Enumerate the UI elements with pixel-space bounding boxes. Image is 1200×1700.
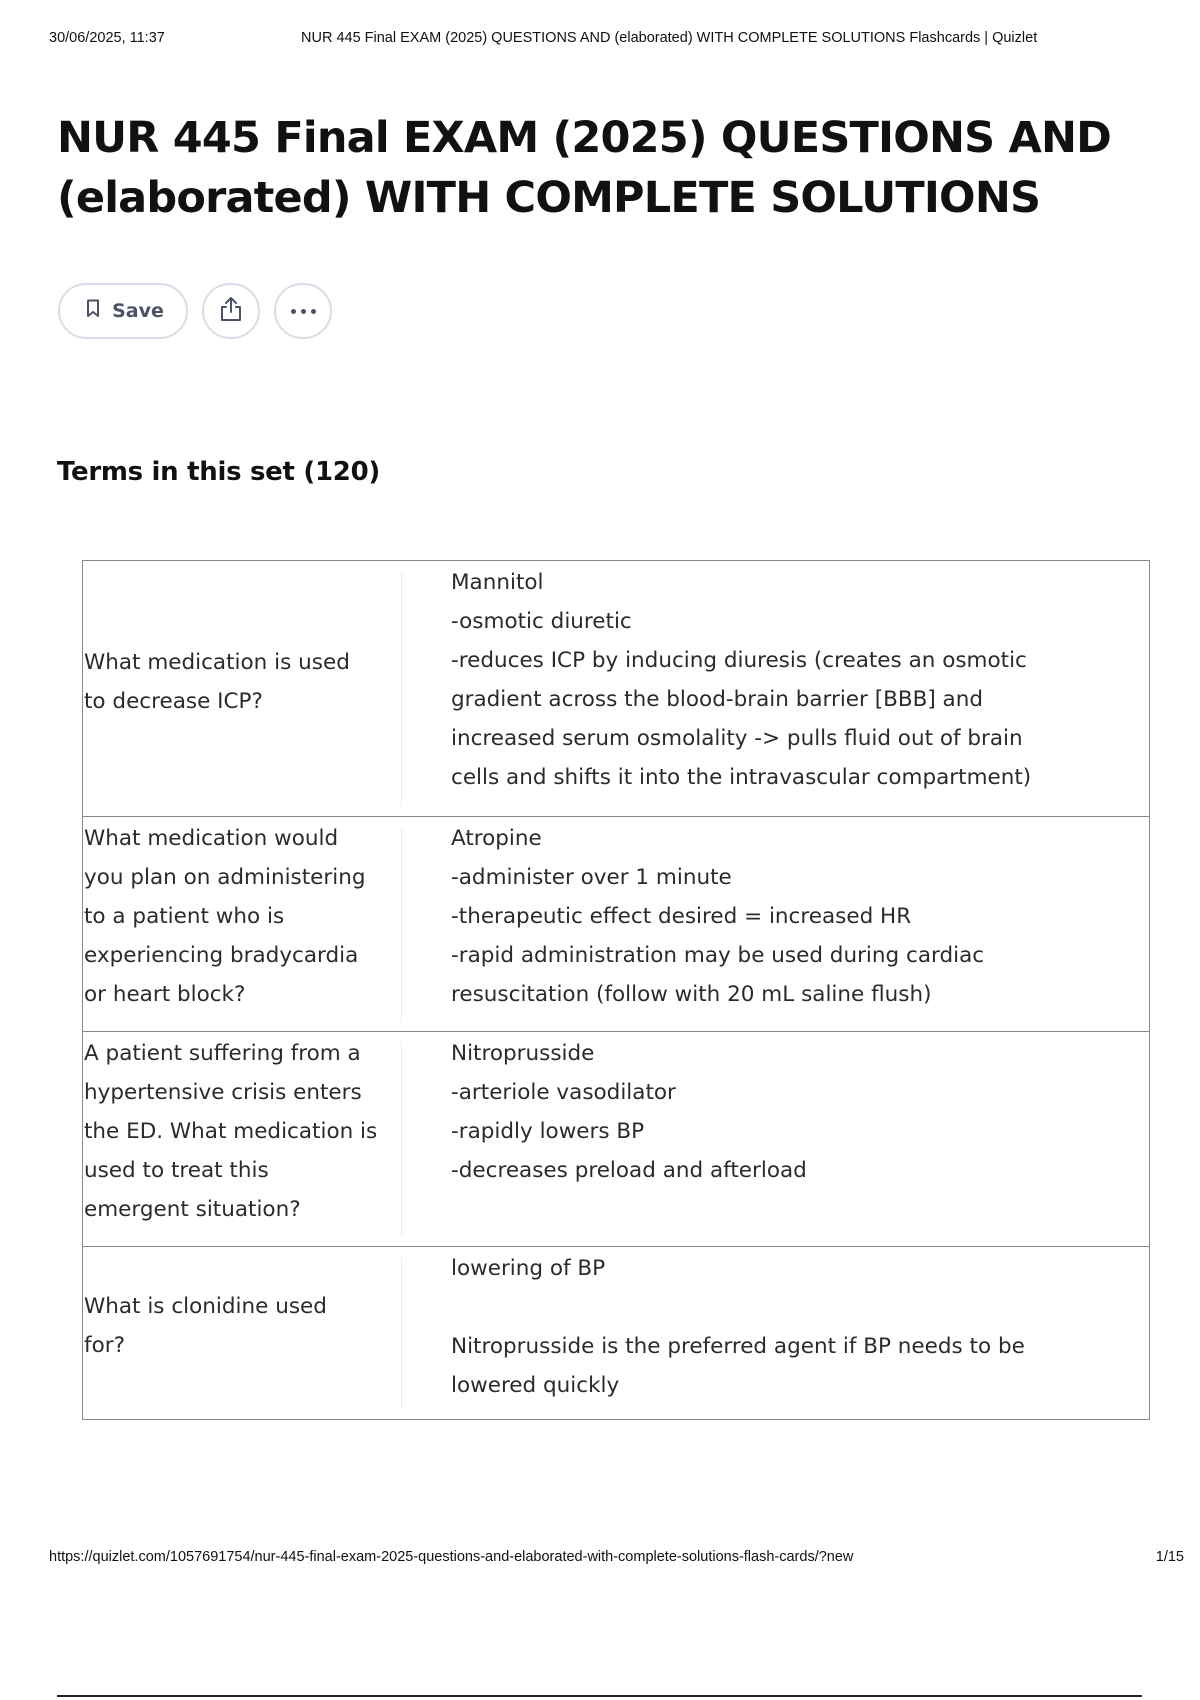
card-definition <box>451 563 1091 797</box>
definition-line: increased serum osmolality -> pulls fluid out of brain <box>451 726 1023 751</box>
card-definition <box>451 1034 1091 1190</box>
print-page-title: NUR 445 Final EXAM (2025) QUESTIONS AND (elaborated) WITH COMPLETE SOLUTIONS Flashcards | Quizlet <box>301 30 1038 46</box>
definition-line: -reduces ICP by inducing diuresis (creates an osmotic <box>451 648 1027 673</box>
term-line: What medication would <box>84 826 339 851</box>
term-card <box>83 1246 1149 1419</box>
set-title <box>57 108 1147 228</box>
term-card <box>83 561 1149 816</box>
term-line: the ED. What medication is <box>84 1119 378 1144</box>
set-title-line-2: (elaborated) WITH COMPLETE SOLUTIONS <box>57 173 1041 223</box>
save-button[interactable] <box>58 283 188 339</box>
term-line: What is clonidine used <box>84 1294 327 1319</box>
card-divider <box>401 571 402 806</box>
term-line: or heart block? <box>84 982 246 1007</box>
terms-table <box>82 560 1150 1420</box>
print-url: https://quizlet.com/1057691754/nur-445-final-exam-2025-questions-and-elaborated-with-complete-solutions-flash-cards/?new <box>49 1549 854 1565</box>
definition-line: gradient across the blood-brain barrier [BBB] and <box>451 687 984 712</box>
bookmark-icon <box>86 299 100 323</box>
term-line: experiencing bradycardia <box>84 943 359 968</box>
term-card <box>83 1031 1149 1246</box>
definition-line: -decreases preload and afterload <box>451 1158 807 1183</box>
term-line: A patient suffering from a <box>84 1041 361 1066</box>
card-divider <box>401 1257 402 1410</box>
print-page-number: 1/15 <box>1155 1549 1184 1565</box>
definition-line: cells and shifts it into the intravascular compartment) <box>451 765 1032 790</box>
save-button-label: Save <box>112 300 164 322</box>
card-term <box>84 643 384 721</box>
set-title-line-1: NUR 445 Final EXAM (2025) QUESTIONS AND <box>57 113 1112 163</box>
term-line: emergent situation? <box>84 1197 301 1222</box>
card-term <box>84 1287 384 1365</box>
definition-line: resuscitation (follow with 20 mL saline flush) <box>451 982 932 1007</box>
card-divider <box>401 1042 402 1237</box>
term-line: for? <box>84 1333 125 1358</box>
more-options-button[interactable] <box>274 283 332 339</box>
card-definition <box>451 819 1091 1014</box>
more-horizontal-icon <box>291 309 316 314</box>
definition-line: Nitroprusside is the preferred agent if BP needs to be <box>451 1334 1025 1359</box>
term-line: to a patient who is <box>84 904 285 929</box>
definition-line <box>451 1288 1091 1327</box>
definition-line: -osmotic diuretic <box>451 609 632 634</box>
share-icon <box>219 296 243 327</box>
print-datetime: 30/06/2025, 11:37 <box>49 30 165 46</box>
definition-line: Nitroprusside <box>451 1041 595 1066</box>
term-line: hypertensive crisis enters <box>84 1080 362 1105</box>
definition-line: -rapidly lowers BP <box>451 1119 645 1144</box>
term-line: you plan on administering <box>84 865 366 890</box>
definition-line: lowered quickly <box>451 1373 620 1398</box>
term-line: What medication is used <box>84 650 350 675</box>
term-line: to decrease ICP? <box>84 689 263 714</box>
definition-line: lowering of BP <box>451 1256 606 1281</box>
definition-line: Mannitol <box>451 570 544 595</box>
definition-line: -rapid administration may be used during cardiac <box>451 943 985 968</box>
definition-line: -arteriole vasodilator <box>451 1080 676 1105</box>
print-header <box>49 30 1130 50</box>
card-definition <box>451 1249 1091 1405</box>
definition-line: Atropine <box>451 826 542 851</box>
share-button[interactable] <box>202 283 260 339</box>
terms-heading: Terms in this set (120) <box>57 457 380 487</box>
card-divider <box>401 827 402 1022</box>
term-line: used to treat this <box>84 1158 269 1183</box>
term-card <box>83 816 1149 1031</box>
definition-line: -therapeutic effect desired = increased HR <box>451 904 912 929</box>
card-term <box>84 1034 384 1229</box>
page-bottom-rule <box>57 1695 1142 1697</box>
card-term <box>84 819 384 1014</box>
definition-line: -administer over 1 minute <box>451 865 732 890</box>
